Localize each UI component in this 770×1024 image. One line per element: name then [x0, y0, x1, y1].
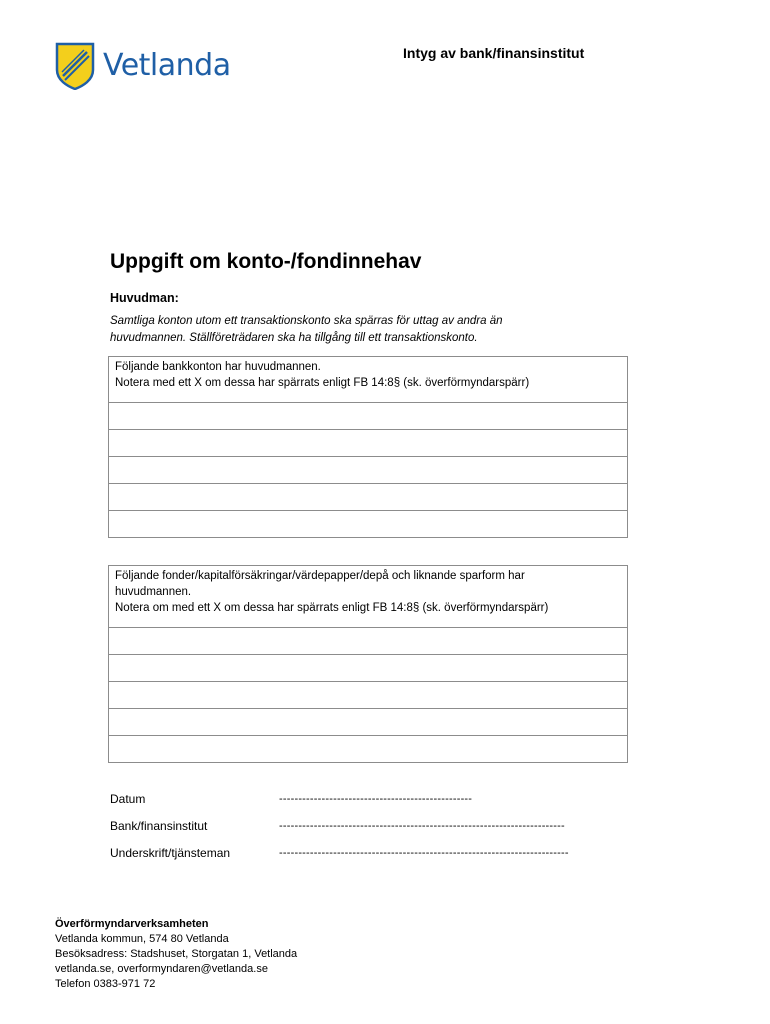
funds-header	[109, 566, 627, 627]
huvudman-instructions	[110, 313, 590, 347]
instruction-line: huvudmannen. Ställföreträdaren ska ha tillgång till ett transaktionskonto.	[110, 332, 478, 344]
huvudman-label: Huvudman:	[110, 291, 179, 305]
bank-account-row[interactable]	[109, 402, 627, 429]
signature-field[interactable]: ---------------------------------------------------------------------------	[279, 847, 569, 859]
bank-account-row[interactable]	[109, 429, 627, 456]
header-line: Notera om med ett X om dessa har spärrats enligt FB 14:8§ (sk. överförmyndarspärr)	[115, 602, 549, 614]
bank-account-row[interactable]	[109, 483, 627, 510]
bank-label: Bank/finansinstitut	[110, 819, 208, 833]
footer	[55, 917, 297, 992]
fund-row[interactable]	[109, 654, 627, 681]
fund-row[interactable]	[109, 681, 627, 708]
footer-visiting-address: Besöksadress: Stadshuset, Storgatan 1, Vetlanda	[55, 948, 298, 960]
header-line: Notera med ett X om dessa har spärrats enligt FB 14:8§ (sk. överförmyndarspärr)	[115, 377, 530, 389]
document-type: Intyg av bank/finansinstitut	[403, 45, 585, 61]
fund-row[interactable]	[109, 708, 627, 735]
vetlanda-logo	[55, 42, 231, 90]
signature-label: Underskrift/tjänsteman	[110, 846, 231, 860]
date-label: Datum	[110, 792, 146, 806]
header-line: huvudmannen.	[115, 586, 192, 598]
bank-account-row[interactable]	[109, 456, 627, 483]
coat-of-arms-icon	[55, 42, 95, 90]
bank-accounts-header	[109, 357, 627, 402]
logo-wordmark: Vetlanda	[103, 48, 231, 83]
date-field[interactable]: --------------------------------------------------	[279, 793, 473, 805]
funds-table	[108, 565, 628, 763]
instruction-line: Samtliga konton utom ett transaktionskonto ska spärras för uttag av andra än	[110, 315, 503, 327]
footer-organization: Överförmyndarverksamheten	[55, 918, 209, 930]
header-line: Följande bankkonton har huvudmannen.	[115, 361, 321, 373]
fund-row[interactable]	[109, 735, 627, 762]
bank-accounts-table	[108, 356, 628, 538]
bank-field[interactable]: --------------------------------------------------------------------------	[279, 820, 565, 832]
footer-phone: Telefon 0383-971 72	[55, 978, 156, 990]
footer-address: Vetlanda kommun, 574 80 Vetlanda	[55, 933, 229, 945]
footer-contact: vetlanda.se, overformyndaren@vetlanda.se	[55, 963, 268, 975]
bank-account-row[interactable]	[109, 510, 627, 537]
fund-row[interactable]	[109, 627, 627, 654]
page-title: Uppgift om konto-/fondinnehav	[110, 250, 422, 273]
header-line: Följande fonder/kapitalförsäkringar/värdepapper/depå och liknande sparform har	[115, 570, 525, 582]
